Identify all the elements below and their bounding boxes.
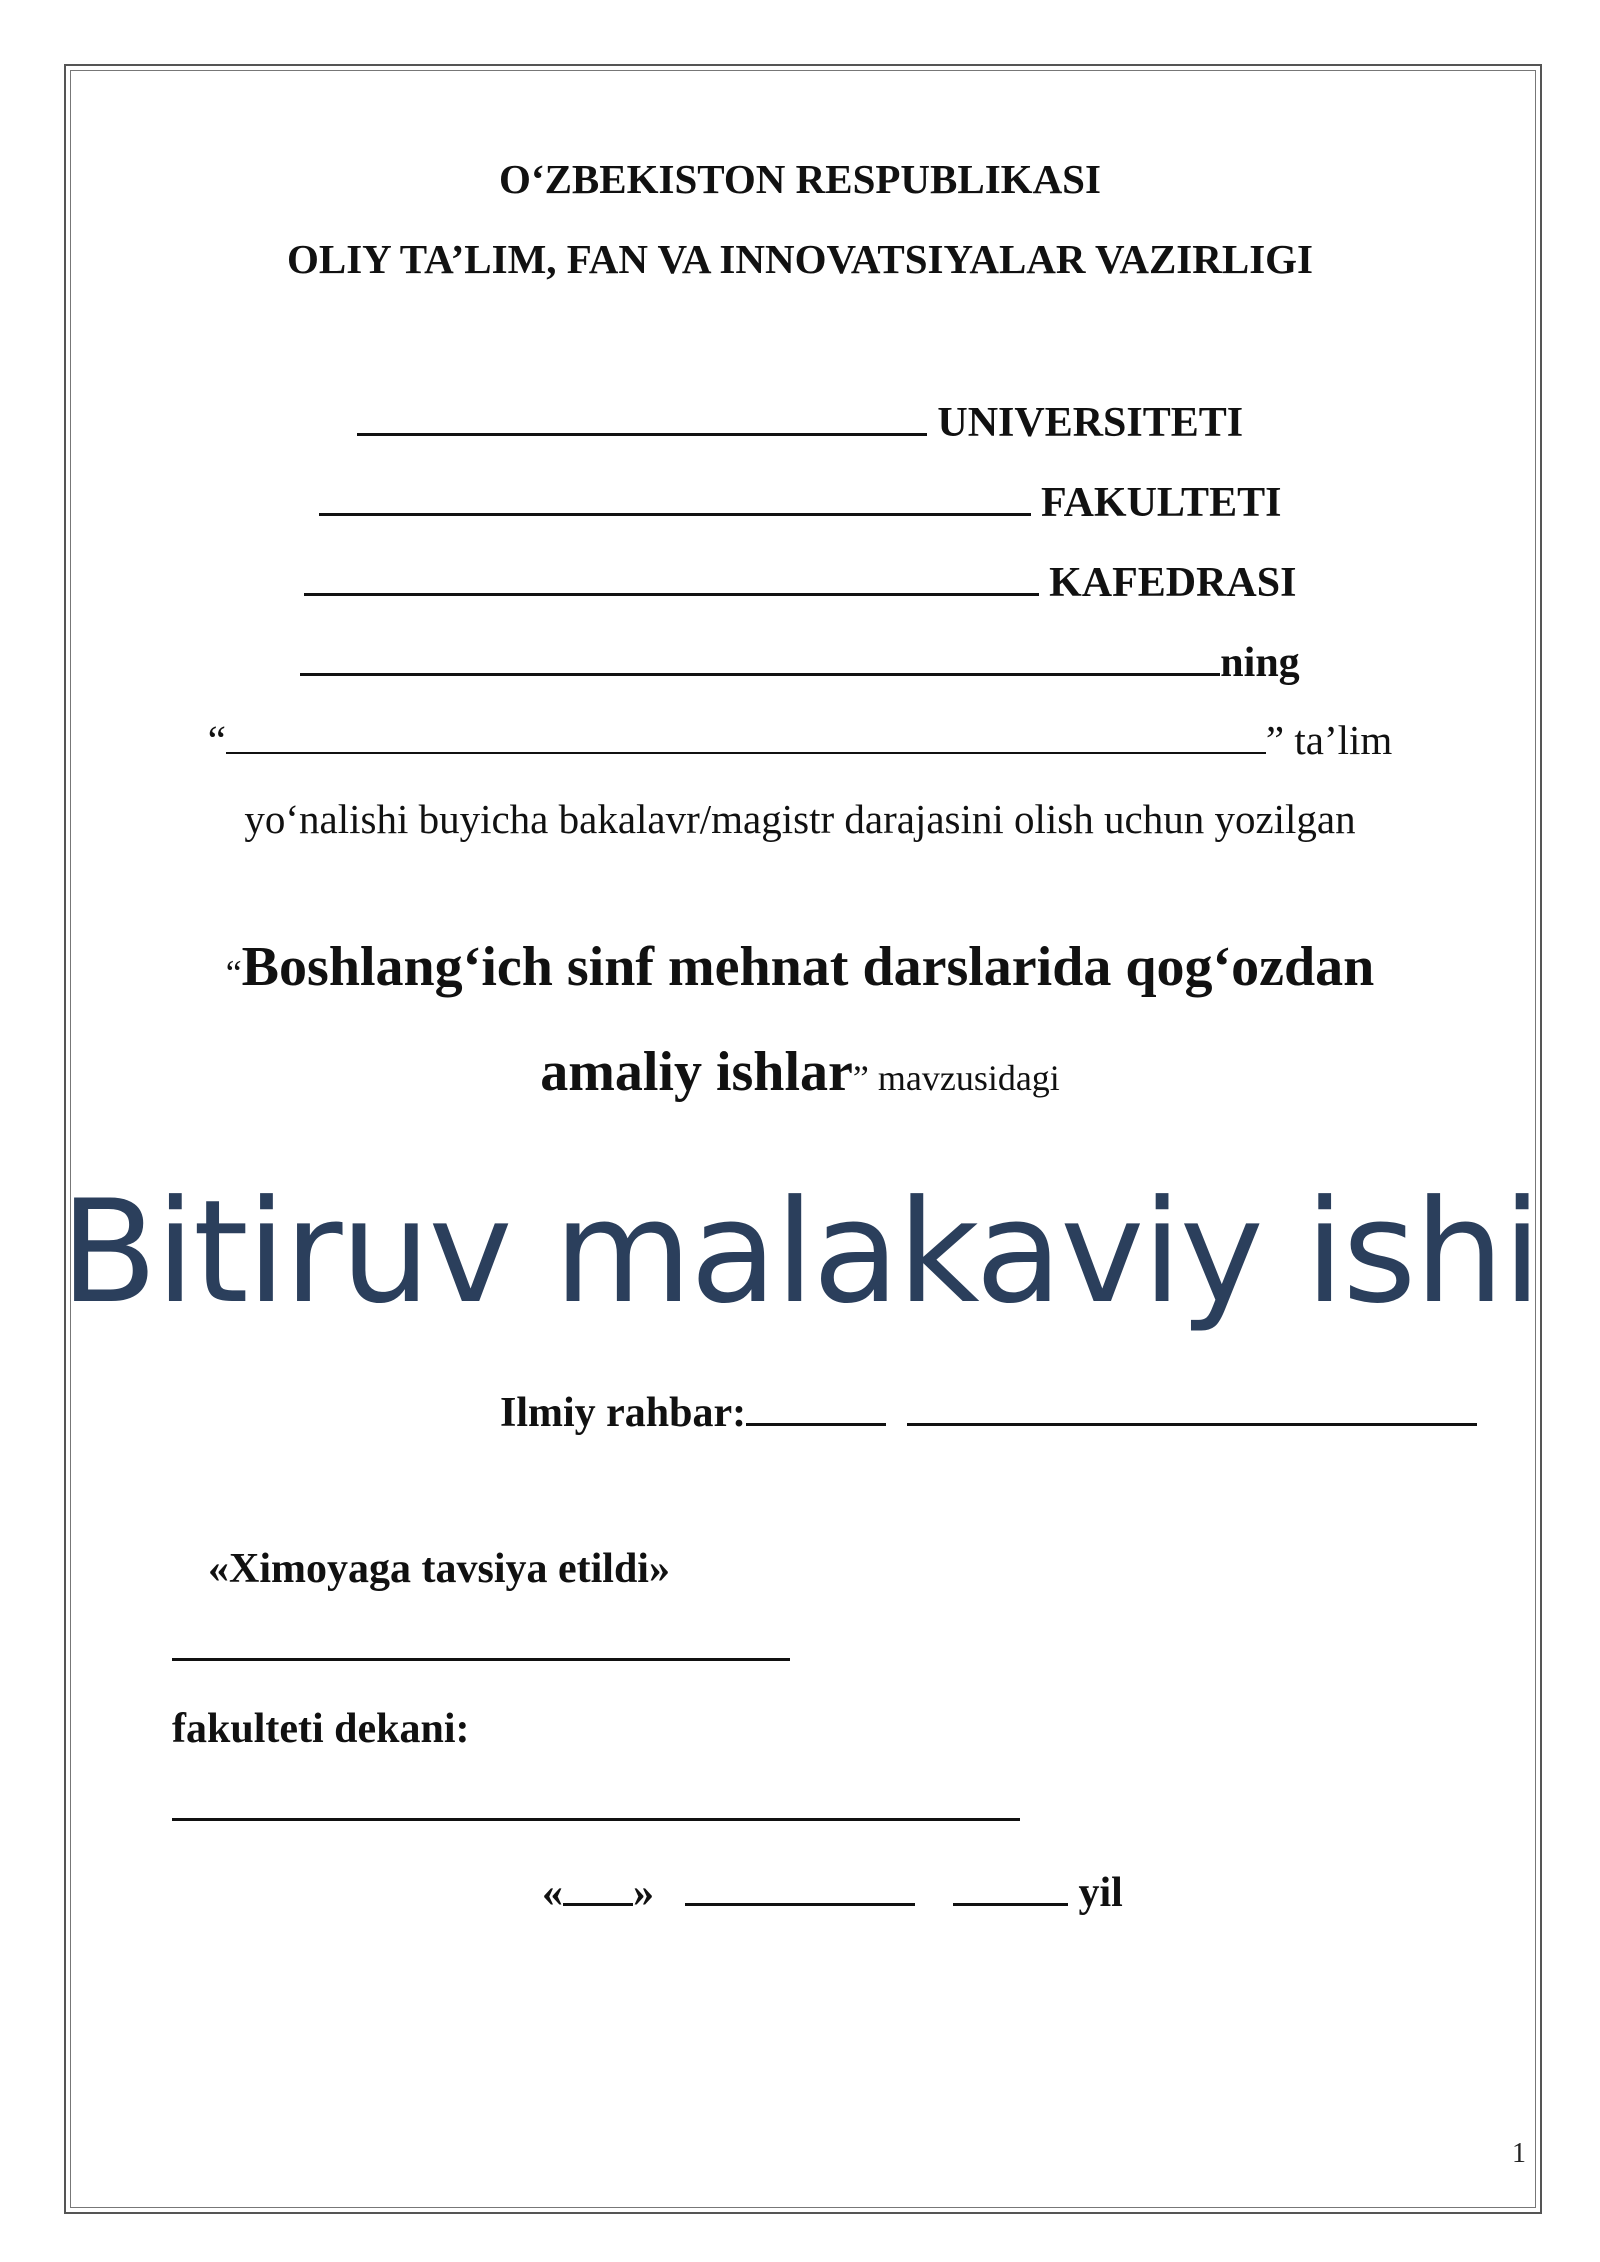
page-number: 1 (1512, 2138, 1526, 2169)
ministry-country: O‘ZBEKISTON RESPUBLIKASI (499, 156, 1101, 202)
date-day-blank[interactable] (563, 1865, 633, 1906)
recommendation-line (172, 1620, 790, 1672)
department-blank[interactable] (304, 555, 1039, 596)
faculty-blank[interactable] (319, 475, 1031, 516)
direction-text: yo‘nalishi buyicha bakalavr/magistr darajasini olish uchun yozilgan (244, 796, 1356, 842)
direction-quote-close: ” ta’lim (1265, 716, 1393, 763)
direction-quote-open: “ (207, 716, 226, 763)
university-blank[interactable] (357, 395, 927, 436)
recommended-label: «Ximoyaga tavsiya etildi» (208, 1546, 670, 1592)
department-label: KAFEDRASI (1049, 559, 1297, 606)
direction-blank[interactable] (226, 715, 1266, 754)
university-field (0, 395, 1600, 447)
supervisor-label: Ilmiy rahbar: (500, 1389, 747, 1436)
topic-open-quote: “ (225, 953, 242, 993)
direction-field (0, 715, 1600, 764)
dean-signature-line (172, 1780, 1020, 1832)
supervisor-blank-1[interactable] (746, 1385, 886, 1426)
topic-close-quote: ” (852, 1058, 869, 1098)
ning-field (0, 635, 1600, 687)
dean-label: fakulteti dekani: (172, 1706, 470, 1752)
topic-suffix: mavzusidagi (868, 1058, 1060, 1098)
faculty-label: FAKULTETI (1041, 479, 1282, 526)
date-month-blank[interactable] (685, 1865, 915, 1906)
topic-title-part1: Boshlang‘ich sinf mehnat darslarida qog‘ozdan (241, 936, 1375, 998)
ministry-name: OLIY TA’LIM, FAN VA INNOVATSIYALAR VAZIRLIGI (286, 236, 1314, 282)
recommendation-blank[interactable] (172, 1620, 790, 1661)
date-open-quote: « (542, 1869, 563, 1916)
ning-blank[interactable] (300, 635, 1220, 676)
department-field (0, 555, 1600, 607)
ning-label: ning (1220, 639, 1300, 686)
date-close-quote: » (633, 1869, 654, 1916)
date-year-blank[interactable] (953, 1865, 1068, 1906)
supervisor-field (500, 1385, 1477, 1437)
university-label: UNIVERSITETI (937, 399, 1244, 446)
date-field (542, 1865, 1123, 1917)
dean-signature-blank[interactable] (172, 1780, 1020, 1821)
thesis-title: Bitiruv malakaviy ishi (60, 1170, 1540, 1335)
topic-line-2 (0, 1040, 1600, 1104)
topic-line-1 (0, 935, 1600, 999)
topic-title-part2: amaliy ishlar (540, 1041, 853, 1103)
supervisor-blank-2[interactable] (907, 1385, 1477, 1426)
faculty-field (0, 475, 1600, 527)
year-label: yil (1078, 1869, 1123, 1916)
